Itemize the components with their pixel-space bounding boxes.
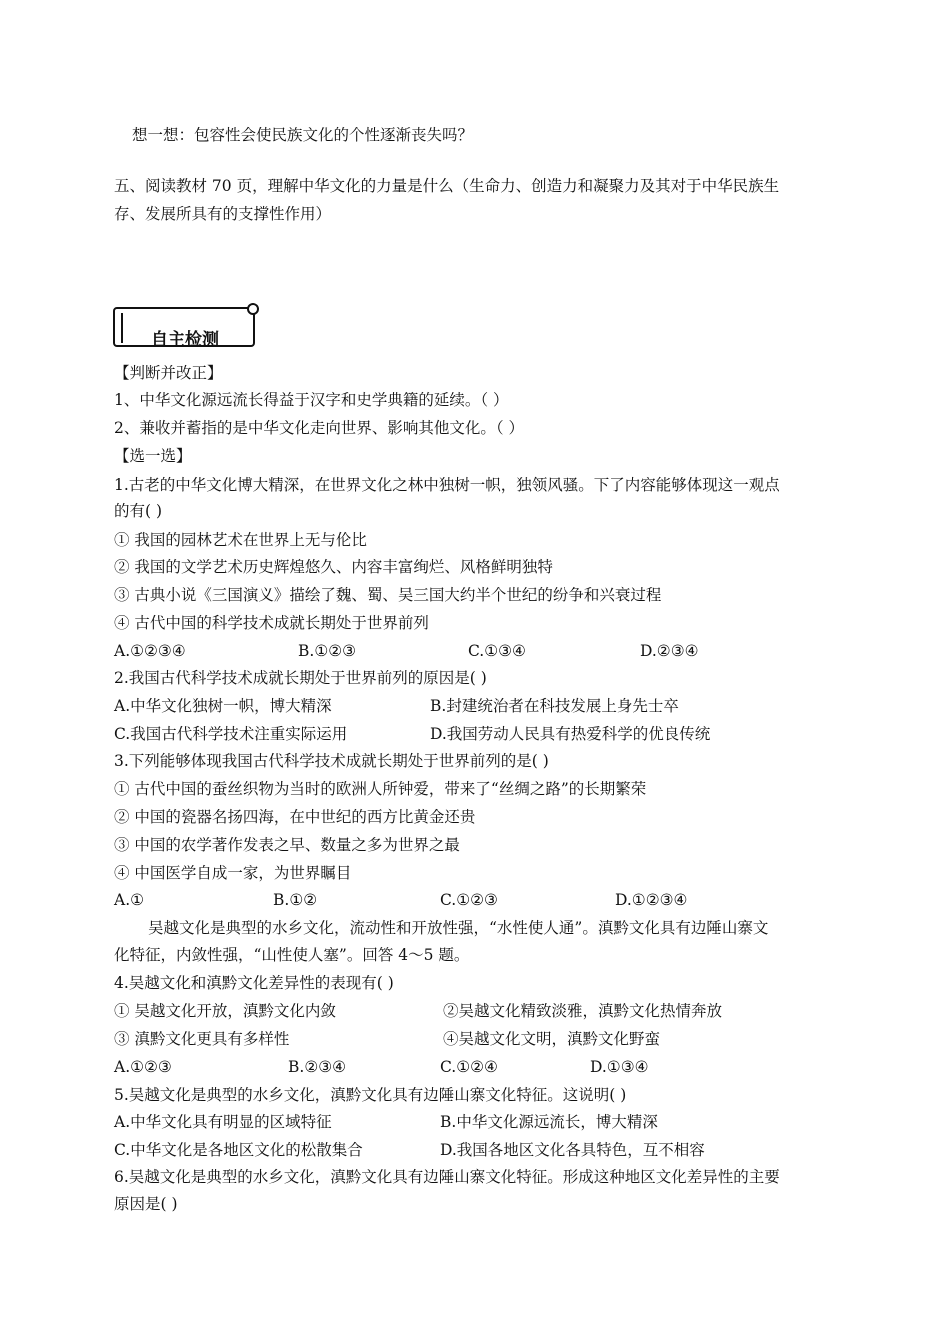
q2-option-c: C.我国古代科学技术注重实际运用 — [114, 725, 348, 743]
q5-option-c: C.中华文化是各地区文化的松散集合 — [114, 1141, 363, 1159]
q1-statement: ② 我国的文学艺术历史辉煌悠久、内容丰富绚烂、风格鲜明独特 — [114, 558, 553, 576]
q5-option-d: D.我国各地区文化各具特色，互不相容 — [440, 1141, 705, 1159]
section-banner — [113, 307, 255, 350]
q5-option-b: B.中华文化源远流长，博大精深 — [440, 1113, 658, 1131]
q1-option-b: B.①②③ — [298, 642, 357, 660]
banner-title: 自主检测 — [151, 330, 219, 350]
scroll-curl-right — [247, 303, 259, 315]
section5-line2: 存、发展所具有的支撑性作用） — [114, 205, 332, 223]
choose-heading: 【选一选】 — [114, 447, 192, 465]
q2-option-a: A.中华文化独树一帜，博大精深 — [114, 697, 332, 715]
q4-stem: 4.吴越文化和滇黔文化差异性的表现有( ) — [114, 974, 394, 992]
q3-option-c: C.①②③ — [440, 891, 498, 909]
passage-line1: 吴越文化是典型的水乡文化，流动性和开放性强，“水性使人通”。滇黔文化具有边陲山寨文 — [148, 919, 769, 937]
q3-statement: ① 古代中国的蚕丝织物为当时的欧洲人所钟爱，带来了“丝绸之路”的长期繁荣 — [114, 780, 647, 798]
q4-option-d: D.①③④ — [590, 1058, 649, 1076]
q3-statement: ③ 中国的农学著作发表之早、数量之多为世界之最 — [114, 836, 460, 854]
q4-statement: ④吴越文化文明，滇黔文化野蛮 — [443, 1030, 661, 1048]
q3-statement: ② 中国的瓷器名扬四海，在中世纪的西方比黄金还贵 — [114, 808, 476, 826]
q2-option-d: D.我国劳动人民具有热爱科学的优良传统 — [430, 725, 711, 743]
q4-statement: ②吴越文化精致淡雅，滇黔文化热情奔放 — [443, 1002, 723, 1020]
q3-option-b: B.①② — [273, 891, 318, 909]
q1-statement: ④ 古代中国的科学技术成就长期处于世界前列 — [114, 614, 429, 632]
q4-option-b: B.②③④ — [288, 1058, 347, 1076]
q5-stem: 5.吴越文化是典型的水乡文化，滇黔文化具有边陲山寨文化特征。这说明( ) — [114, 1086, 627, 1104]
q1-stem: 1.古老的中华文化博大精深，在世界文化之林中独树一帜，独领风骚。下了内容能够体现这一观点 — [114, 476, 780, 494]
q4-option-a: A.①②③ — [114, 1058, 172, 1076]
q1-option-c: C.①③④ — [468, 642, 526, 660]
scroll-curl-left — [121, 313, 127, 343]
q2-option-b: B.封建统治者在科技发展上身先士卒 — [430, 697, 679, 715]
q2-stem: 2.我国古代科学技术成就长期处于世界前列的原因是( ) — [114, 669, 487, 687]
q3-option-a: A.① — [114, 891, 145, 909]
q6-stem-cont: 原因是( ) — [114, 1195, 178, 1213]
think-question: 想一想：包容性会使民族文化的个性逐渐丧失吗？ — [132, 126, 474, 144]
section5-line1: 五、阅读教材 70 页，理解中华文化的力量是什么（生命力、创造力和凝聚力及其对于中华民族生 — [114, 177, 780, 195]
q1-option-a: A.①②③④ — [114, 642, 186, 660]
q5-option-a: A.中华文化具有明显的区域特征 — [114, 1113, 332, 1131]
q4-option-c: C.①②④ — [440, 1058, 498, 1076]
q4-statement: ③ 滇黔文化更具有多样性 — [114, 1030, 290, 1048]
q3-option-d: D.①②③④ — [615, 891, 688, 909]
q1-stem-cont: 的有( ) — [114, 502, 163, 520]
q1-option-d: D.②③④ — [640, 642, 699, 660]
judge-item: 1、中华文化源远流长得益于汉字和史学典籍的延续。（ ） — [114, 391, 509, 409]
judge-item: 2、兼收并蓄指的是中华文化走向世界、影响其他文化。（ ） — [114, 419, 525, 437]
q6-stem: 6.吴越文化是典型的水乡文化，滇黔文化具有边陲山寨文化特征。形成这种地区文化差异性的主要 — [114, 1168, 780, 1186]
q3-stem: 3.下列能够体现我国古代科学技术成就长期处于世界前列的是( ) — [114, 752, 549, 770]
q1-statement: ③ 古典小说《三国演义》描绘了魏、蜀、吴三国大约半个世纪的纷争和兴衰过程 — [114, 586, 662, 604]
q4-statement: ① 吴越文化开放，滇黔文化内敛 — [114, 1002, 336, 1020]
judge-heading: 【判断并改正】 — [114, 364, 223, 382]
q1-statement: ① 我国的园林艺术在世界上无与伦比 — [114, 531, 367, 549]
passage-line2: 化特征，内敛性强，“山性使人塞”。回答 4～5 题。 — [114, 946, 470, 964]
q3-statement: ④ 中国医学自成一家，为世界瞩目 — [114, 864, 352, 882]
